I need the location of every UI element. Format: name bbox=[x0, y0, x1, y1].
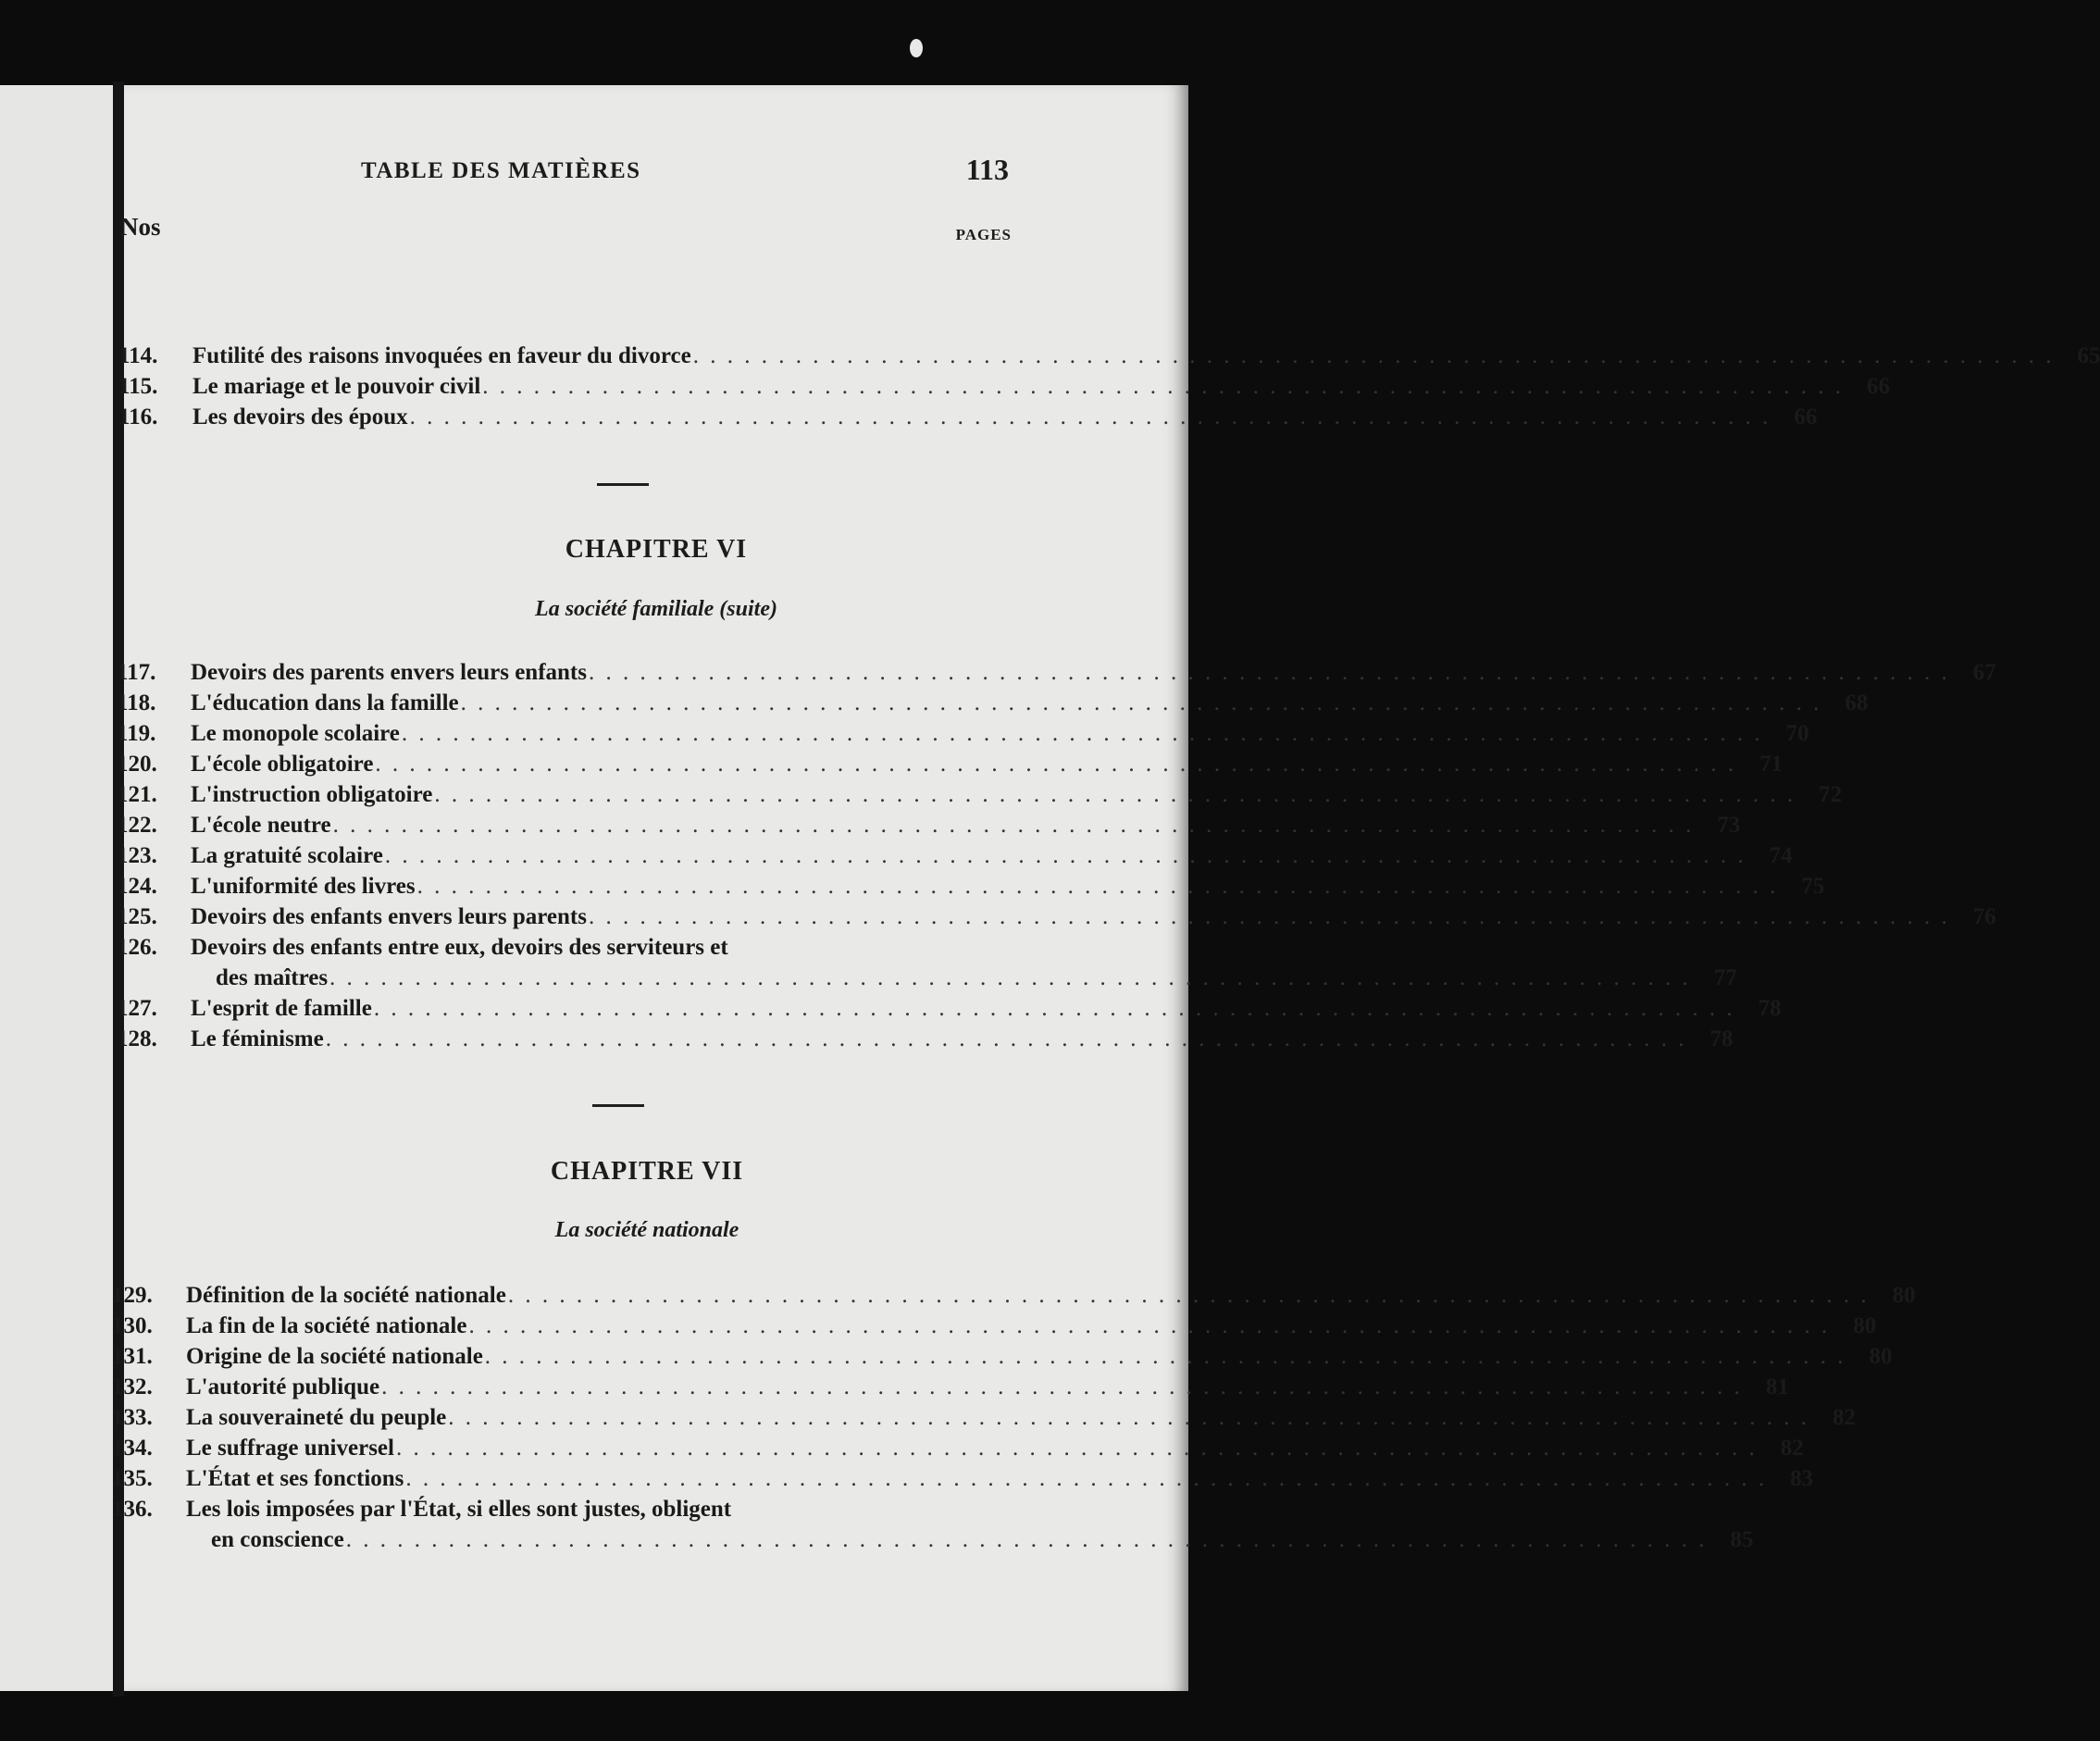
toc-entries-chapter6 bbox=[117, 657, 1996, 1054]
entry-number: 122. bbox=[117, 813, 157, 838]
entry-page: 77 bbox=[1713, 965, 1737, 990]
toc-entry bbox=[117, 902, 1996, 932]
toc-entry bbox=[112, 1402, 1857, 1433]
entry-title: Définition de la société nationale bbox=[186, 1283, 506, 1308]
section-rule bbox=[592, 1104, 644, 1107]
entry-number: 128. bbox=[117, 1026, 157, 1051]
entry-title: La souveraineté du peuple bbox=[186, 1405, 447, 1430]
toc-entry bbox=[112, 1372, 1789, 1402]
column-heading-pages: PAGES bbox=[955, 226, 1012, 243]
entry-number: 126. bbox=[117, 935, 157, 960]
entry-number: 119. bbox=[117, 721, 156, 746]
running-head-title: TABLE DES MATIÈRES bbox=[361, 158, 641, 183]
dot-leader: . . . . . . . . . . . . . . . . . . . . . . . . . . . . . . . . . . . . . . . . . . . . . . . . . . . . . . . . . . . . . . . . . . . . . . . . . . . . . . . . bbox=[448, 1405, 1810, 1430]
entry-title: L'instruction obligatoire bbox=[191, 782, 433, 807]
entry-number: 115. bbox=[118, 374, 158, 399]
scan-dust-mark bbox=[910, 39, 923, 57]
entry-number: 125. bbox=[117, 904, 157, 929]
running-head bbox=[361, 153, 1009, 190]
entry-page: 65 bbox=[2077, 343, 2100, 368]
dot-leader: . . . . . . . . . . . . . . . . . . . . . . . . . . . . . . . . . . . . . . . . . . . . . . . . . . . . . . . . . . . . . . . . . . . . . . . . . . . . . . . . bbox=[395, 1436, 1758, 1461]
entry-title: L'autorité publique bbox=[186, 1374, 380, 1399]
dot-leader: . . . . . . . . . . . . . . . . . . . . . . . . . . . . . . . . . . . . . . . . . . . . . . . . . . . . . . . . . . . . . . . . . . . . . . . . . . . . . . . . bbox=[588, 660, 1950, 685]
dot-leader: . . . . . . . . . . . . . . . . . . . . . . . . . . . . . . . . . . . . . . . . . . . . . . . . . . . . . . . . . . . . . . . . . . . . . . . . . . . . . . . . bbox=[460, 690, 1822, 715]
left-page-edge bbox=[0, 85, 115, 1691]
entry-title: Devoirs des enfants entre eux, devoirs des serviteurs et bbox=[191, 935, 728, 960]
entry-title: Le monopole scolaire bbox=[191, 721, 400, 746]
entry-title: Devoirs des parents envers leurs enfants bbox=[191, 660, 587, 685]
entry-title: La fin de la société nationale bbox=[186, 1313, 467, 1338]
entry-title: Origine de la société nationale bbox=[186, 1344, 483, 1369]
entry-number: 136. bbox=[112, 1497, 153, 1522]
section-rule bbox=[597, 483, 649, 486]
entry-page: 70 bbox=[1785, 721, 1809, 746]
entry-page: 66 bbox=[1867, 374, 1891, 399]
dot-leader: . . . . . . . . . . . . . . . . . . . . . . . . . . . . . . . . . . . . . . . . . . . . . . . . . . . . . . . . . . . . . . . . . . . . . . . . . . . . . . . . bbox=[482, 374, 1845, 399]
entry-title-continuation: en conscience bbox=[211, 1527, 344, 1552]
toc-entry bbox=[117, 657, 1996, 688]
entry-number: 132. bbox=[112, 1374, 153, 1399]
toc-entry bbox=[112, 1494, 1754, 1555]
dot-leader: . . . . . . . . . . . . . . . . . . . . . . . . . . . . . . . . . . . . . . . . . . . . . . . . . . . . . . . . . . . . . . . . . . . . . . . . . . . . . . . . bbox=[329, 965, 1691, 990]
entry-page: 85 bbox=[1730, 1527, 1754, 1552]
entry-page: 80 bbox=[1853, 1313, 1877, 1338]
entry-title: Le suffrage universel bbox=[186, 1436, 394, 1461]
toc-entry bbox=[117, 993, 1782, 1024]
dot-leader: . . . . . . . . . . . . . . . . . . . . . . . . . . . . . . . . . . . . . . . . . . . . . . . . . . . . . . . . . . . . . . . . . . . . . . . . . . . . . . . . bbox=[375, 752, 1737, 777]
entry-title: Les devoirs des époux bbox=[193, 404, 408, 429]
entry-number: 118. bbox=[117, 690, 156, 715]
column-heading-numbers: Nos bbox=[120, 213, 161, 241]
entry-number: 120. bbox=[117, 752, 157, 777]
toc-entry bbox=[112, 1311, 1877, 1341]
column-headings bbox=[120, 213, 1012, 250]
dot-leader: . . . . . . . . . . . . . . . . . . . . . . . . . . . . . . . . . . . . . . . . . . . . . . . . . . . . . . . . . . . . . . . . . . . . . . . . . . . . . . . . bbox=[332, 813, 1695, 838]
entry-page: 67 bbox=[1972, 660, 1996, 685]
toc-entry bbox=[117, 779, 1843, 810]
toc-entry bbox=[118, 402, 1818, 432]
dot-leader: . . . . . . . . . . . . . . . . . . . . . . . . . . . . . . . . . . . . . . . . . . . . . . . . . . . . . . . . . . . . . . . . . . . . . . . . . . . . . . . . bbox=[409, 404, 1771, 429]
toc-entry bbox=[117, 932, 1737, 993]
dot-leader: . . . . . . . . . . . . . . . . . . . . . . . . . . . . . . . . . . . . . . . . . . . . . . . . . . . . . . . . . . . . . . . . . . . . . . . . . . . . . . . . bbox=[692, 343, 2055, 368]
dot-leader: . . . . . . . . . . . . . . . . . . . . . . . . . . . . . . . . . . . . . . . . . . . . . . . . . . . . . . . . . . . . . . . . . . . . . . . . . . . . . . . . bbox=[325, 1026, 1687, 1051]
chapter-heading: CHAPITRE VII bbox=[550, 1157, 744, 1186]
dot-leader: . . . . . . . . . . . . . . . . . . . . . . . . . . . . . . . . . . . . . . . . . . . . . . . . . . . . . . . . . . . . . . . . . . . . . . . . . . . . . . . . bbox=[384, 843, 1746, 868]
toc-entry bbox=[117, 840, 1793, 871]
dot-leader: . . . . . . . . . . . . . . . . . . . . . . . . . . . . . . . . . . . . . . . . . . . . . . . . . . . . . . . . . . . . . . . . . . . . . . . . . . . . . . . . bbox=[373, 996, 1735, 1021]
dot-leader: . . . . . . . . . . . . . . . . . . . . . . . . . . . . . . . . . . . . . . . . . . . . . . . . . . . . . . . . . . . . . . . . . . . . . . . . . . . . . . . . bbox=[345, 1527, 1708, 1552]
dot-leader: . . . . . . . . . . . . . . . . . . . . . . . . . . . . . . . . . . . . . . . . . . . . . . . . . . . . . . . . . . . . . . . . . . . . . . . . . . . . . . . . bbox=[405, 1466, 1768, 1491]
entry-number: 127. bbox=[117, 996, 157, 1021]
entry-page: 76 bbox=[1972, 904, 1996, 929]
entry-page: 82 bbox=[1780, 1436, 1804, 1461]
toc-entry bbox=[117, 1024, 1733, 1054]
entry-number: 131. bbox=[112, 1344, 153, 1369]
entry-title-continuation: des maîtres bbox=[216, 965, 329, 990]
entry-page: 71 bbox=[1759, 752, 1783, 777]
entry-title: L'école obligatoire bbox=[191, 752, 374, 777]
toc-entry bbox=[118, 371, 1891, 402]
entry-title: La gratuité scolaire bbox=[191, 843, 383, 868]
entry-number: 130. bbox=[112, 1313, 153, 1338]
toc-entries-section0 bbox=[118, 341, 2100, 432]
entry-number: 116. bbox=[118, 404, 158, 429]
entry-page: 73 bbox=[1717, 813, 1741, 838]
toc-entry bbox=[112, 1463, 1814, 1494]
entry-page: 81 bbox=[1765, 1374, 1789, 1399]
entry-title: Le mariage et le pouvoir civil bbox=[193, 374, 481, 399]
dot-leader: . . . . . . . . . . . . . . . . . . . . . . . . . . . . . . . . . . . . . . . . . . . . . . . . . . . . . . . . . . . . . . . . . . . . . . . . . . . . . . . . bbox=[484, 1344, 1846, 1369]
dot-leader: . . . . . . . . . . . . . . . . . . . . . . . . . . . . . . . . . . . . . . . . . . . . . . . . . . . . . . . . . . . . . . . . . . . . . . . . . . . . . . . . bbox=[401, 721, 1763, 746]
entry-title: L'école neutre bbox=[191, 813, 331, 838]
entry-title: L'État et ses fonctions bbox=[186, 1466, 404, 1491]
dot-leader: . . . . . . . . . . . . . . . . . . . . . . . . . . . . . . . . . . . . . . . . . . . . . . . . . . . . . . . . . . . . . . . . . . . . . . . . . . . . . . . . bbox=[381, 1374, 1743, 1399]
dot-leader: . . . . . . . . . . . . . . . . . . . . . . . . . . . . . . . . . . . . . . . . . . . . . . . . . . . . . . . . . . . . . . . . . . . . . . . . . . . . . . . . bbox=[416, 874, 1779, 899]
entry-title: L'uniformité des livres bbox=[191, 874, 416, 899]
entry-page: 78 bbox=[1709, 1026, 1733, 1051]
entry-page: 68 bbox=[1845, 690, 1869, 715]
entry-page: 80 bbox=[1869, 1344, 1893, 1369]
toc-entry bbox=[117, 871, 1825, 902]
entry-number: 121. bbox=[117, 782, 157, 807]
toc-entry bbox=[112, 1433, 1804, 1463]
page-number: 113 bbox=[965, 153, 1009, 186]
toc-entry bbox=[117, 688, 1869, 718]
entry-page: 78 bbox=[1758, 996, 1782, 1021]
chapter-heading: CHAPITRE VI bbox=[565, 535, 748, 564]
entry-page: 82 bbox=[1833, 1405, 1857, 1430]
entry-page: 74 bbox=[1769, 843, 1793, 868]
entry-page: 75 bbox=[1801, 874, 1825, 899]
toc-entry bbox=[118, 341, 2100, 371]
toc-entry bbox=[117, 718, 1809, 749]
entry-number: 117. bbox=[117, 660, 156, 685]
entry-title: L'éducation dans la famille bbox=[191, 690, 459, 715]
entry-number: 114. bbox=[118, 343, 158, 368]
entry-number: 135. bbox=[112, 1466, 153, 1491]
entry-number: 123. bbox=[117, 843, 157, 868]
toc-entry bbox=[112, 1341, 1893, 1372]
toc-entry bbox=[117, 810, 1741, 840]
toc-entries-chapter7 bbox=[112, 1280, 1916, 1555]
dot-leader: . . . . . . . . . . . . . . . . . . . . . . . . . . . . . . . . . . . . . . . . . . . . . . . . . . . . . . . . . . . . . . . . . . . . . . . . . . . . . . . . bbox=[434, 782, 1796, 807]
chapter-subtitle: La société nationale bbox=[554, 1218, 739, 1242]
dot-leader: . . . . . . . . . . . . . . . . . . . . . . . . . . . . . . . . . . . . . . . . . . . . . . . . . . . . . . . . . . . . . . . . . . . . . . . . . . . . . . . . bbox=[507, 1283, 1870, 1308]
entry-title: Le féminisme bbox=[191, 1026, 324, 1051]
entry-title: Les lois imposées par l'État, si elles sont justes, obligent bbox=[186, 1497, 732, 1522]
entry-page: 72 bbox=[1819, 782, 1843, 807]
entry-page: 66 bbox=[1794, 404, 1818, 429]
toc-entry bbox=[112, 1280, 1916, 1311]
entry-page: 80 bbox=[1892, 1283, 1916, 1308]
entry-title: L'esprit de famille bbox=[191, 996, 372, 1021]
entry-number: 134. bbox=[112, 1436, 153, 1461]
entry-number: 133. bbox=[112, 1405, 153, 1430]
dot-leader: . . . . . . . . . . . . . . . . . . . . . . . . . . . . . . . . . . . . . . . . . . . . . . . . . . . . . . . . . . . . . . . . . . . . . . . . . . . . . . . . bbox=[468, 1313, 1831, 1338]
chapter-subtitle: La société familiale (suite) bbox=[535, 597, 777, 621]
toc-entry bbox=[117, 749, 1783, 779]
dot-leader: . . . . . . . . . . . . . . . . . . . . . . . . . . . . . . . . . . . . . . . . . . . . . . . . . . . . . . . . . . . . . . . . . . . . . . . . . . . . . . . . bbox=[588, 904, 1950, 929]
entry-number: 124. bbox=[117, 874, 157, 899]
entry-title: Futilité des raisons invoquées en faveur du divorce bbox=[193, 343, 691, 368]
entry-title: Devoirs des enfants envers leurs parents bbox=[191, 904, 587, 929]
entry-page: 83 bbox=[1790, 1466, 1814, 1491]
entry-number: 129. bbox=[112, 1283, 153, 1308]
